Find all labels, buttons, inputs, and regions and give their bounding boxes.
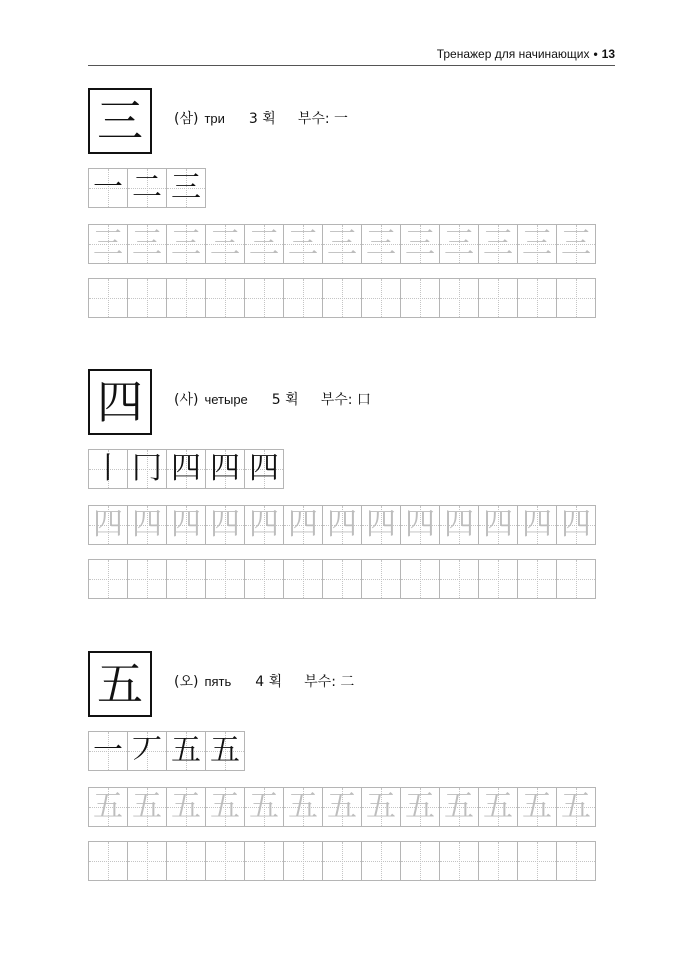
trace-cell-glyph: 五	[288, 789, 318, 824]
trace-cell-glyph: 四	[93, 507, 123, 542]
practice-cell[interactable]	[400, 841, 440, 881]
trace-cell	[283, 787, 323, 827]
blank-practice-row	[88, 841, 596, 881]
trace-cell	[361, 787, 401, 827]
stroke-order-cell	[88, 731, 128, 771]
page-number: 13	[601, 46, 615, 61]
trace-cell-glyph: 三	[405, 226, 435, 261]
practice-cell[interactable]	[322, 278, 362, 318]
blank-practice-row	[88, 559, 596, 599]
stroke-order-cell	[127, 449, 167, 489]
trace-cell	[400, 505, 440, 545]
stroke-count: 5 획	[271, 392, 299, 408]
trace-cell	[244, 787, 284, 827]
main-character: 三	[97, 94, 143, 148]
practice-cell[interactable]	[478, 841, 518, 881]
trace-cell	[205, 224, 245, 264]
practice-cell[interactable]	[556, 559, 596, 599]
practice-cell[interactable]	[244, 559, 284, 599]
trace-cell	[361, 224, 401, 264]
practice-cell[interactable]	[166, 278, 206, 318]
stroke-order-cell-glyph: 三	[171, 170, 201, 205]
stroke-order-row	[88, 449, 284, 489]
practice-cell[interactable]	[283, 278, 323, 318]
trace-cell-glyph: 三	[132, 226, 162, 261]
trace-cell-glyph: 五	[132, 789, 162, 824]
stroke-order-cell-glyph: 一	[93, 170, 123, 205]
main-character: 四	[97, 375, 143, 429]
practice-cell[interactable]	[283, 841, 323, 881]
trace-cell-glyph: 四	[327, 507, 357, 542]
practice-cell[interactable]	[322, 559, 362, 599]
trace-cell	[127, 787, 167, 827]
trace-cell-glyph: 四	[132, 507, 162, 542]
trace-cell	[556, 787, 596, 827]
practice-cell[interactable]	[361, 559, 401, 599]
korean-reading: (삼)	[174, 111, 199, 127]
practice-cell[interactable]	[517, 559, 557, 599]
stroke-order-cell	[88, 449, 128, 489]
stroke-order-cell-glyph: 四	[249, 451, 279, 486]
trace-row	[88, 505, 596, 545]
trace-cell	[205, 787, 245, 827]
trace-cell-glyph: 三	[210, 226, 240, 261]
trace-cell	[478, 787, 518, 827]
stroke-order-row	[88, 168, 206, 208]
stroke-order-cell-glyph: 丨	[93, 451, 123, 486]
trace-cell-glyph: 三	[249, 226, 279, 261]
trace-cell	[400, 224, 440, 264]
practice-cell[interactable]	[556, 841, 596, 881]
trace-cell-glyph: 四	[522, 507, 552, 542]
trace-cell	[244, 224, 284, 264]
main-character-box	[88, 88, 152, 154]
blank-practice-row	[88, 278, 596, 318]
practice-cell[interactable]	[205, 559, 245, 599]
practice-cell[interactable]	[439, 278, 479, 318]
korean-reading: (오)	[174, 674, 199, 690]
stroke-order-cell-glyph: 二	[132, 170, 162, 205]
stroke-order-cell	[244, 449, 284, 489]
stroke-order-cell	[166, 731, 206, 771]
trace-cell	[439, 505, 479, 545]
practice-cell[interactable]	[88, 841, 128, 881]
trace-cell	[517, 505, 557, 545]
trace-cell-glyph: 五	[210, 789, 240, 824]
practice-cell[interactable]	[517, 841, 557, 881]
practice-cell[interactable]	[205, 841, 245, 881]
trace-cell-glyph: 三	[288, 226, 318, 261]
trace-cell	[88, 505, 128, 545]
trace-cell	[322, 505, 362, 545]
trace-cell-glyph: 五	[93, 789, 123, 824]
trace-cell-glyph: 三	[561, 226, 591, 261]
page-header	[88, 44, 615, 66]
character-info	[174, 108, 348, 128]
stroke-count: 3 획	[248, 111, 276, 127]
meaning: пять	[204, 674, 232, 689]
practice-cell[interactable]	[361, 278, 401, 318]
character-info	[174, 671, 354, 691]
practice-cell[interactable]	[517, 278, 557, 318]
main-character-box	[88, 651, 152, 717]
trace-cell	[361, 505, 401, 545]
practice-cell[interactable]	[361, 841, 401, 881]
practice-cell[interactable]	[88, 559, 128, 599]
trace-cell-glyph: 三	[327, 226, 357, 261]
practice-cell[interactable]	[166, 559, 206, 599]
trace-cell-glyph: 五	[327, 789, 357, 824]
stroke-count: 4 획	[255, 674, 283, 690]
meaning: четыре	[204, 392, 248, 407]
trace-cell-glyph: 三	[522, 226, 552, 261]
stroke-order-cell	[127, 168, 167, 208]
practice-cell[interactable]	[556, 278, 596, 318]
practice-cell[interactable]	[478, 278, 518, 318]
hanja-section-1	[88, 88, 615, 324]
trace-cell	[166, 787, 206, 827]
stroke-order-cell	[205, 731, 245, 771]
practice-cell[interactable]	[127, 841, 167, 881]
trace-cell	[244, 505, 284, 545]
practice-cell[interactable]	[244, 278, 284, 318]
trace-cell	[556, 505, 596, 545]
trace-cell-glyph: 五	[171, 789, 201, 824]
trace-cell	[166, 505, 206, 545]
trace-cell	[205, 505, 245, 545]
trace-cell	[400, 787, 440, 827]
trace-cell	[478, 224, 518, 264]
trace-cell	[556, 224, 596, 264]
practice-cell[interactable]	[478, 559, 518, 599]
stroke-order-cell	[166, 449, 206, 489]
trace-cell	[88, 787, 128, 827]
trace-cell-glyph: 五	[522, 789, 552, 824]
stroke-order-cell-glyph: 冂	[132, 451, 162, 486]
trace-cell-glyph: 五	[483, 789, 513, 824]
trace-cell-glyph: 四	[366, 507, 396, 542]
practice-cell[interactable]	[400, 559, 440, 599]
trace-cell-glyph: 四	[405, 507, 435, 542]
header-bullet: •	[593, 46, 598, 61]
main-character-box	[88, 369, 152, 435]
practice-cell[interactable]	[127, 559, 167, 599]
trace-cell	[166, 224, 206, 264]
practice-cell[interactable]	[205, 278, 245, 318]
stroke-order-cell-glyph: 一	[93, 733, 123, 768]
practice-cell[interactable]	[127, 278, 167, 318]
stroke-order-cell	[166, 168, 206, 208]
radical: 부수: 二	[304, 674, 355, 690]
trace-cell-glyph: 五	[249, 789, 279, 824]
trace-cell-glyph: 四	[561, 507, 591, 542]
trace-cell-glyph: 四	[444, 507, 474, 542]
hanja-section-3	[88, 651, 615, 887]
trace-cell	[127, 224, 167, 264]
stroke-order-cell-glyph: 丆	[132, 733, 162, 768]
practice-cell[interactable]	[283, 559, 323, 599]
trace-cell-glyph: 四	[210, 507, 240, 542]
trace-cell-glyph: 五	[405, 789, 435, 824]
trace-cell	[88, 224, 128, 264]
trace-cell	[439, 787, 479, 827]
practice-cell[interactable]	[244, 841, 284, 881]
hanja-section-2	[88, 369, 615, 605]
trace-cell	[283, 505, 323, 545]
trace-cell-glyph: 三	[93, 226, 123, 261]
trace-cell	[283, 224, 323, 264]
stroke-order-cell	[127, 731, 167, 771]
trace-cell-glyph: 三	[444, 226, 474, 261]
trace-cell	[517, 224, 557, 264]
stroke-order-cell-glyph: 四	[210, 451, 240, 486]
trace-cell-glyph: 五	[366, 789, 396, 824]
practice-cell[interactable]	[322, 841, 362, 881]
stroke-order-cell-glyph: 五	[210, 733, 240, 768]
meaning: три	[204, 111, 225, 126]
practice-cell[interactable]	[88, 278, 128, 318]
radical: 부수: 一	[297, 111, 349, 127]
radical: 부수: 口	[320, 392, 371, 408]
book-title: Тренажер для начинающих	[436, 46, 590, 61]
trace-cell-glyph: 四	[171, 507, 201, 542]
trace-row	[88, 787, 596, 827]
trace-cell-glyph: 三	[483, 226, 513, 261]
trace-cell-glyph: 五	[444, 789, 474, 824]
practice-cell[interactable]	[166, 841, 206, 881]
trace-cell	[322, 787, 362, 827]
stroke-order-cell-glyph: 五	[171, 733, 201, 768]
trace-cell-glyph: 三	[171, 226, 201, 261]
trace-cell-glyph: 三	[366, 226, 396, 261]
trace-cell	[439, 224, 479, 264]
main-character: 五	[97, 657, 143, 711]
stroke-order-cell	[205, 449, 245, 489]
trace-cell-glyph: 四	[249, 507, 279, 542]
trace-cell	[478, 505, 518, 545]
trace-cell	[127, 505, 167, 545]
trace-cell-glyph: 四	[288, 507, 318, 542]
stroke-order-cell-glyph: 四	[171, 451, 201, 486]
trace-cell	[322, 224, 362, 264]
stroke-order-row	[88, 731, 245, 771]
trace-row	[88, 224, 596, 264]
practice-cell[interactable]	[439, 841, 479, 881]
stroke-order-cell	[88, 168, 128, 208]
trace-cell-glyph: 四	[483, 507, 513, 542]
character-info	[174, 389, 371, 409]
practice-cell[interactable]	[400, 278, 440, 318]
trace-cell	[517, 787, 557, 827]
practice-cell[interactable]	[439, 559, 479, 599]
korean-reading: (사)	[174, 392, 199, 408]
trace-cell-glyph: 五	[561, 789, 591, 824]
